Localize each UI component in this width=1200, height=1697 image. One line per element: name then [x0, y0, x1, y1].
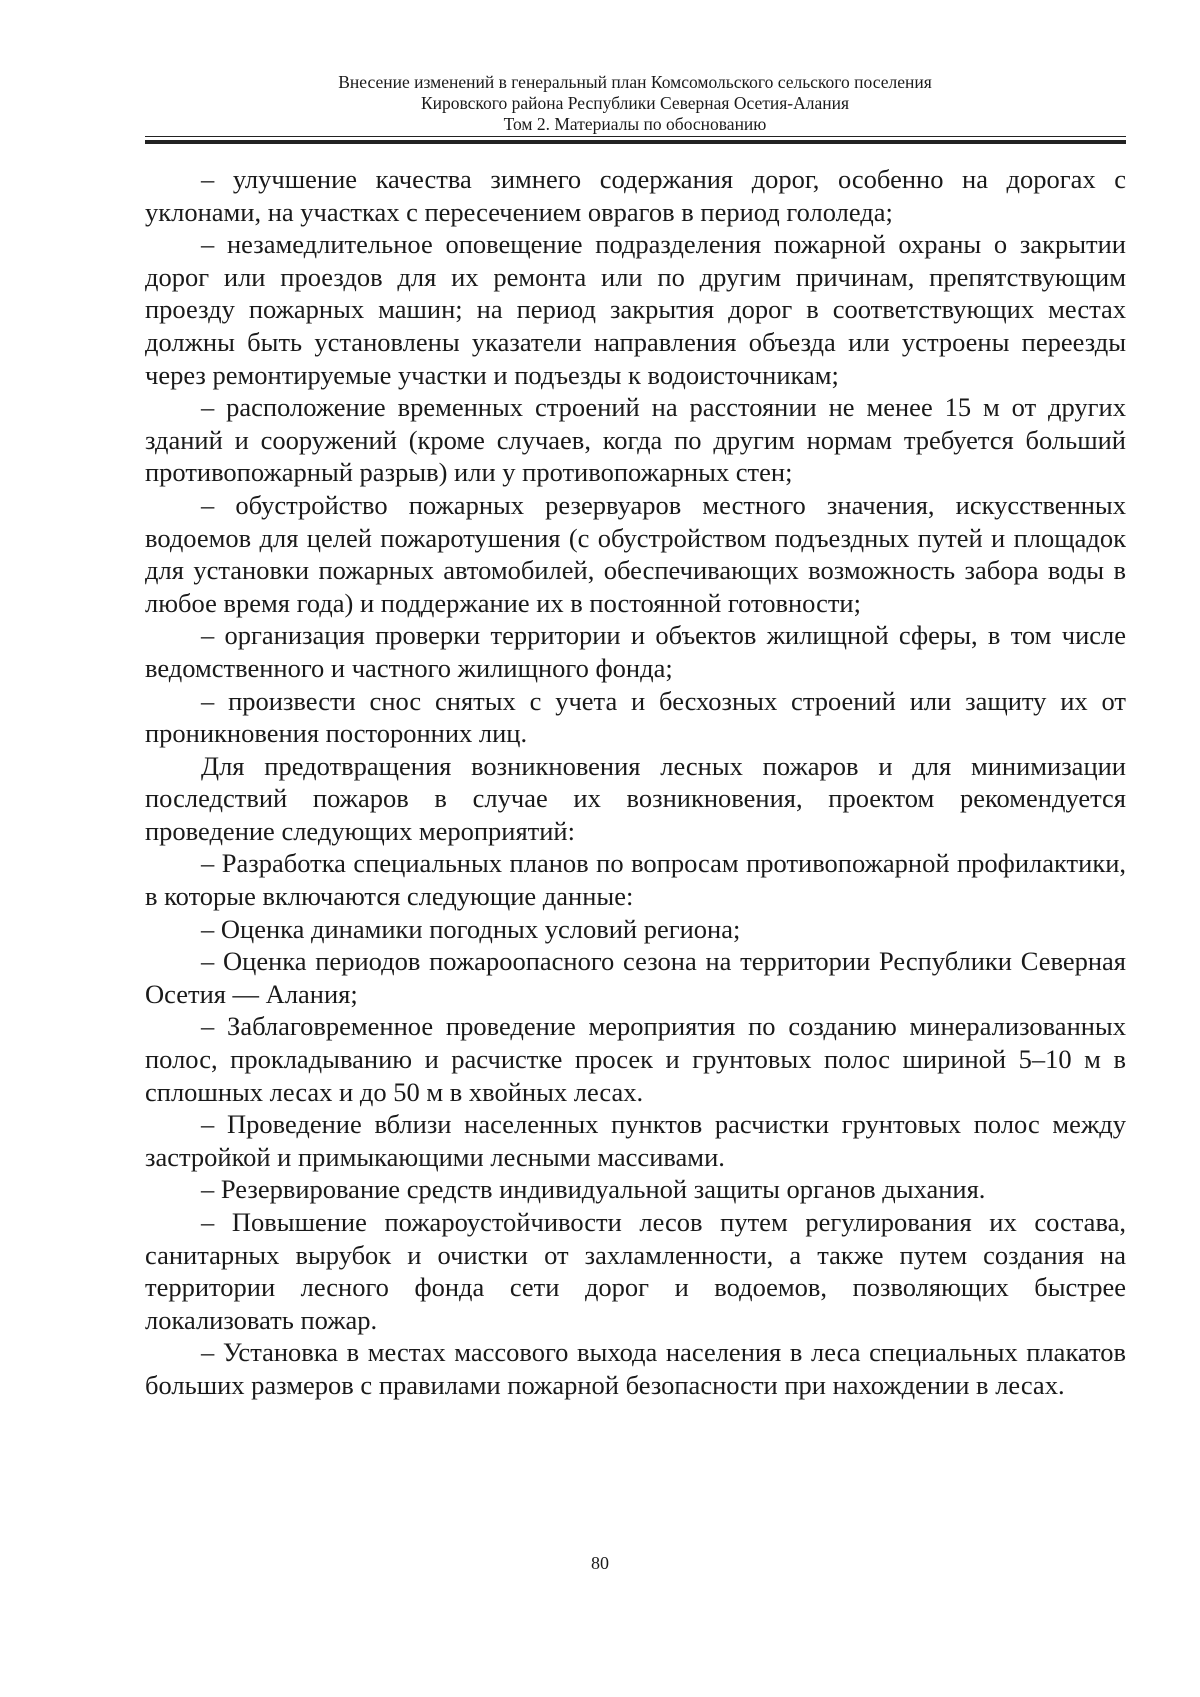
body-text [145, 163, 1126, 1402]
paragraph: Для предотвращения возникновения лесных пожаров и для минимизации последствий пожаров в случае их возникновения, проектом рекомендуется проведение следующих мероприятий: [145, 750, 1126, 846]
paragraph: – произвести снос снятых с учета и бесхозных строений или защиту их от проникновения посторонних лиц. [145, 685, 1126, 749]
page-number: 80 [591, 1553, 609, 1573]
paragraph: – обустройство пожарных резервуаров местного значения, искусственных водоемов для целей пожаротушения (с обустройством подъездных путей и площадок для установки пожарных автомобилей, обеспечивающих возможность забора воды в любое время года) и поддержание их в постоянной готовности; [145, 489, 1126, 618]
header-line-2: Кировского района Республики Северная Осетия-Алания [420, 93, 850, 113]
header-rule-thick [145, 140, 1126, 144]
paragraph: – расположение временных строений на расстоянии не менее 15 м от других зданий и сооружений (кроме случаев, когда по другим нормам требуется больший противопожарный разрыв) или у противопожарных стен; [145, 392, 1126, 488]
paragraph: – улучшение качества зимнего содержания дорог, особенно на дорогах с уклонами, на участках с пересечением оврагов в период гололеда; [145, 164, 1126, 227]
header-line-3: Том 2. Материалы по обоснованию [503, 114, 767, 134]
header-line-1: Внесение изменений в генеральный план Комсомольского сельского поселения [338, 72, 932, 92]
paragraph: – Установка в местах массового выхода населения в леса специальных плакатов больших размеров с правилами пожарной безопасности при нахождении в лесах. [145, 1337, 1126, 1400]
paragraph: – организация проверки территории и объектов жилищной сферы, в том числе ведомственного и частного жилищного фонда; [145, 620, 1126, 683]
running-header [145, 72, 1125, 135]
paragraph: – Заблаговременное проведение мероприятия по созданию минерализованных полос, прокладыванию и расчистке просек и грунтовых полос шириной 5–10 м в сплошных лесах и до 50 м в хвойных лесах. [145, 1011, 1126, 1107]
paragraph: – Резервирование средств индивидуальной защиты органов дыхания. [201, 1174, 986, 1205]
paragraph: – Проведение вблизи населенных пунктов расчистки грунтовых полос между застройкой и примыкающими лесными массивами. [145, 1109, 1126, 1172]
paragraph: – незамедлительное оповещение подразделения пожарной охраны о закрытии дорог или проездов для их ремонта или по другим причинам, препятствующим проезду пожарных машин; на период закрытия дорог в соответствующих местах должны быть установлены указатели направления объезда или устроены переезды через ремонтируемые участки и подъезды к водоисточникам; [145, 229, 1126, 390]
paragraph: – Оценка периодов пожароопасного сезона на территории Республики Северная Осетия — Алания; [145, 946, 1126, 1009]
header-rule-thin [145, 136, 1126, 137]
paragraph: – Оценка динамики погодных условий региона; [201, 913, 741, 944]
paragraph: – Разработка специальных планов по вопросам противопожарной профилактики, в которые включаются следующие данные: [145, 848, 1126, 912]
paragraph: – Повышение пожароустойчивости лесов путем регулирования их состава, санитарных вырубок и очистки от захламленности, а также путем создания на территории лесного фонда сети дорог и водоемов, позволяющих быстрее локализовать пожар. [145, 1207, 1126, 1335]
